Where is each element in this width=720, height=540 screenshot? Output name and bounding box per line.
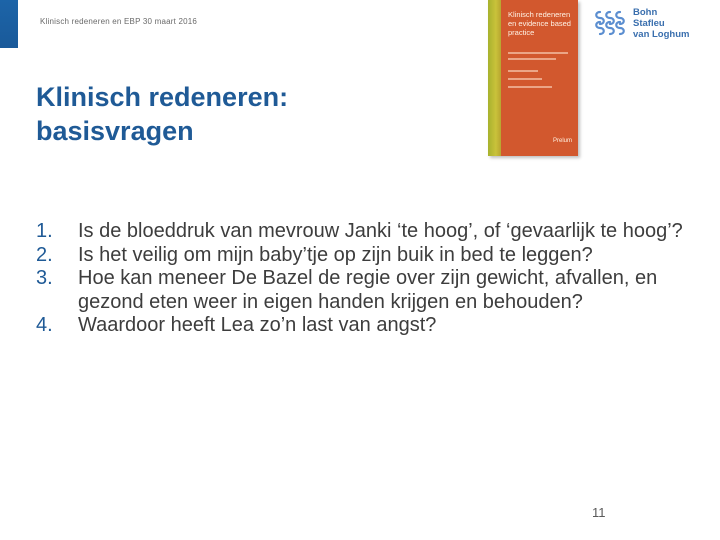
accent-bar xyxy=(0,0,18,48)
question-number: 2. xyxy=(36,243,53,266)
bsl-logo-text xyxy=(633,7,713,40)
question-number: 1. xyxy=(36,220,53,242)
question-item xyxy=(36,267,696,314)
book-title: Klinisch redeneren en evidence based practice xyxy=(508,10,571,37)
question-text: Waardoor heeft Lea zo’n last van angst? xyxy=(78,314,437,336)
question-list xyxy=(36,220,696,338)
question-text: Is de bloeddruk van mevrouw Janki ‘te hoog’, of ‘gevaarlijk te hoog’? xyxy=(78,220,683,242)
book-spine xyxy=(488,0,501,156)
book-text-line xyxy=(508,52,568,54)
question-item xyxy=(36,314,696,338)
book-text-line xyxy=(508,70,538,72)
book-text-line xyxy=(508,58,556,60)
logo-line: Stafleu xyxy=(633,18,665,29)
page-number: 11 xyxy=(592,505,606,520)
slide-title-line: basisvragen xyxy=(36,116,194,146)
slide-title xyxy=(36,80,436,148)
logo-line: Bohn xyxy=(633,7,658,18)
book-text-line xyxy=(508,86,552,88)
question-text: Hoe kan meneer De Bazel de regie over zijn gewicht, afvallen, en gezond eten weer in eigen handen krijgen en behouden? xyxy=(78,267,658,313)
book-text-line xyxy=(508,78,542,80)
slide-title-line: Klinisch redeneren: xyxy=(36,82,289,112)
question-number: 4. xyxy=(36,314,53,336)
logo-line: van Loghum xyxy=(633,29,690,40)
header-text: Klinisch redeneren en EBP 30 maart 2016 xyxy=(40,17,198,26)
question-item xyxy=(36,244,696,268)
question-text: Is het veilig om mijn baby’tje op zijn buik in bed te leggen? xyxy=(78,243,593,266)
book-cover-image xyxy=(488,0,578,156)
question-number: 3. xyxy=(36,267,53,289)
bsl-logo-icon xyxy=(592,8,628,38)
question-item xyxy=(36,220,696,244)
book-publisher: Prelum xyxy=(552,138,572,144)
